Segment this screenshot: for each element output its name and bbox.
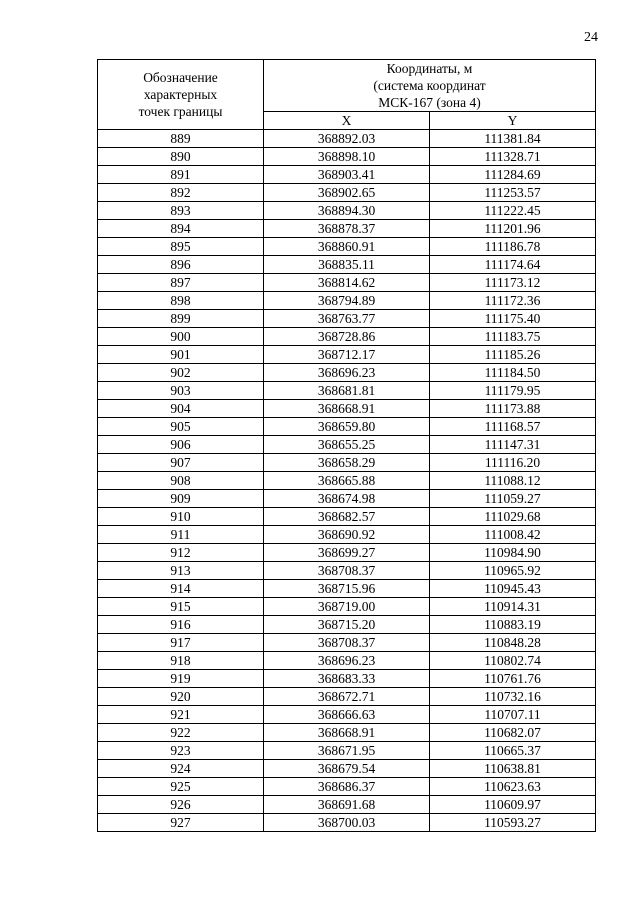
y-coordinate-cell: 110623.63 — [430, 778, 596, 796]
y-coordinate-cell: 111059.27 — [430, 490, 596, 508]
point-number-cell: 923 — [98, 742, 264, 760]
y-coordinate-cell: 110682.07 — [430, 724, 596, 742]
table-row — [98, 418, 596, 436]
point-header-line-3: точек границы — [138, 104, 223, 119]
coords-header-line-3: МСК-167 (зона 4) — [378, 95, 481, 110]
table-row — [98, 472, 596, 490]
header-row — [98, 60, 596, 112]
table-row — [98, 274, 596, 292]
table-row — [98, 454, 596, 472]
table-row — [98, 526, 596, 544]
x-coordinate-cell: 368658.29 — [264, 454, 430, 472]
point-number-cell: 901 — [98, 346, 264, 364]
y-coordinate-cell: 111381.84 — [430, 130, 596, 148]
x-coordinate-cell: 368691.68 — [264, 796, 430, 814]
x-coordinate-cell: 368683.33 — [264, 670, 430, 688]
table-row — [98, 778, 596, 796]
x-coordinate-cell: 368681.81 — [264, 382, 430, 400]
table-row — [98, 148, 596, 166]
x-coordinate-cell: 368814.62 — [264, 274, 430, 292]
point-number-cell: 911 — [98, 526, 264, 544]
point-header-line-2: характерных — [143, 87, 218, 102]
y-coordinate-cell: 110802.74 — [430, 652, 596, 670]
point-number-cell: 890 — [98, 148, 264, 166]
x-coordinate-cell: 368715.20 — [264, 616, 430, 634]
x-coordinate-cell: 368665.88 — [264, 472, 430, 490]
x-coordinate-cell: 368728.86 — [264, 328, 430, 346]
x-coordinate-cell: 368903.41 — [264, 166, 430, 184]
point-number-cell: 897 — [98, 274, 264, 292]
table-row — [98, 598, 596, 616]
table-row — [98, 544, 596, 562]
point-number-cell: 889 — [98, 130, 264, 148]
x-coordinate-cell: 368696.23 — [264, 652, 430, 670]
point-number-cell: 912 — [98, 544, 264, 562]
x-coordinate-cell: 368696.23 — [264, 364, 430, 382]
table-row — [98, 130, 596, 148]
point-number-cell: 905 — [98, 418, 264, 436]
y-coordinate-cell: 111173.12 — [430, 274, 596, 292]
x-coordinate-cell: 368668.91 — [264, 724, 430, 742]
point-number-cell: 892 — [98, 184, 264, 202]
y-coordinate-cell: 111029.68 — [430, 508, 596, 526]
table-row — [98, 814, 596, 832]
table-row — [98, 400, 596, 418]
x-coordinate-cell: 368860.91 — [264, 238, 430, 256]
point-number-cell: 893 — [98, 202, 264, 220]
table-header — [98, 60, 596, 130]
x-coordinate-cell: 368715.96 — [264, 580, 430, 598]
coords-header-line-2: (система координат — [373, 78, 486, 93]
point-number-cell: 902 — [98, 364, 264, 382]
x-coordinate-cell: 368708.37 — [264, 634, 430, 652]
y-coordinate-cell: 111183.75 — [430, 328, 596, 346]
y-coordinate-cell: 111179.95 — [430, 382, 596, 400]
point-number-cell: 895 — [98, 238, 264, 256]
y-coordinate-cell: 110732.16 — [430, 688, 596, 706]
table-row — [98, 760, 596, 778]
page-number: 24 — [584, 30, 598, 45]
x-coordinate-cell: 368668.91 — [264, 400, 430, 418]
table-row — [98, 580, 596, 598]
y-coordinate-cell: 111172.36 — [430, 292, 596, 310]
table-row — [98, 706, 596, 724]
table-row — [98, 670, 596, 688]
x-coordinate-cell: 368690.92 — [264, 526, 430, 544]
y-coordinate-cell: 111147.31 — [430, 436, 596, 454]
x-coordinate-cell: 368794.89 — [264, 292, 430, 310]
table-row — [98, 220, 596, 238]
table-row — [98, 490, 596, 508]
point-column-header — [98, 60, 264, 130]
y-coordinate-cell: 111284.69 — [430, 166, 596, 184]
y-coordinate-cell: 110609.97 — [430, 796, 596, 814]
y-coordinate-cell: 111184.50 — [430, 364, 596, 382]
y-column-header: Y — [430, 112, 596, 130]
table-row — [98, 256, 596, 274]
table-row — [98, 562, 596, 580]
y-coordinate-cell: 110707.11 — [430, 706, 596, 724]
y-coordinate-cell: 110593.27 — [430, 814, 596, 832]
x-coordinate-cell: 368700.03 — [264, 814, 430, 832]
point-number-cell: 915 — [98, 598, 264, 616]
table-body — [98, 130, 596, 832]
y-coordinate-cell: 111116.20 — [430, 454, 596, 472]
point-number-cell: 898 — [98, 292, 264, 310]
table-row — [98, 508, 596, 526]
table-row — [98, 652, 596, 670]
y-coordinate-cell: 110914.31 — [430, 598, 596, 616]
point-number-cell: 922 — [98, 724, 264, 742]
y-coordinate-cell: 110965.92 — [430, 562, 596, 580]
coords-header-line-1: Координаты, м — [386, 61, 473, 76]
y-coordinate-cell: 110665.37 — [430, 742, 596, 760]
y-coordinate-cell: 110984.90 — [430, 544, 596, 562]
x-coordinate-cell: 368671.95 — [264, 742, 430, 760]
y-coordinate-cell: 110945.43 — [430, 580, 596, 598]
point-number-cell: 899 — [98, 310, 264, 328]
point-header-line-1: Обозначение — [143, 70, 218, 85]
y-coordinate-cell: 110638.81 — [430, 760, 596, 778]
point-number-cell: 916 — [98, 616, 264, 634]
table-row — [98, 292, 596, 310]
y-coordinate-cell: 111173.88 — [430, 400, 596, 418]
y-coordinate-cell: 111168.57 — [430, 418, 596, 436]
point-number-cell: 907 — [98, 454, 264, 472]
point-number-cell: 914 — [98, 580, 264, 598]
y-coordinate-cell: 111328.71 — [430, 148, 596, 166]
x-coordinate-cell: 368894.30 — [264, 202, 430, 220]
y-coordinate-cell: 110761.76 — [430, 670, 596, 688]
y-coordinate-cell: 111175.40 — [430, 310, 596, 328]
x-coordinate-cell: 368708.37 — [264, 562, 430, 580]
x-coordinate-cell: 368719.00 — [264, 598, 430, 616]
x-coordinate-cell: 368898.10 — [264, 148, 430, 166]
x-column-header: X — [264, 112, 430, 130]
point-number-cell: 919 — [98, 670, 264, 688]
table-row — [98, 742, 596, 760]
point-number-cell: 927 — [98, 814, 264, 832]
x-coordinate-cell: 368878.37 — [264, 220, 430, 238]
x-coordinate-cell: 368835.11 — [264, 256, 430, 274]
point-number-cell: 906 — [98, 436, 264, 454]
point-number-cell: 918 — [98, 652, 264, 670]
y-coordinate-cell: 111253.57 — [430, 184, 596, 202]
table-row — [98, 382, 596, 400]
table-row — [98, 238, 596, 256]
table-row — [98, 328, 596, 346]
point-number-cell: 913 — [98, 562, 264, 580]
y-coordinate-cell: 111088.12 — [430, 472, 596, 490]
point-number-cell: 904 — [98, 400, 264, 418]
point-number-cell: 910 — [98, 508, 264, 526]
x-coordinate-cell: 368699.27 — [264, 544, 430, 562]
table-row — [98, 310, 596, 328]
point-number-cell: 903 — [98, 382, 264, 400]
point-number-cell: 891 — [98, 166, 264, 184]
x-coordinate-cell: 368659.80 — [264, 418, 430, 436]
x-coordinate-cell: 368672.71 — [264, 688, 430, 706]
x-coordinate-cell: 368679.54 — [264, 760, 430, 778]
point-number-cell: 921 — [98, 706, 264, 724]
point-number-cell: 925 — [98, 778, 264, 796]
y-coordinate-cell: 110883.19 — [430, 616, 596, 634]
table-row — [98, 166, 596, 184]
x-coordinate-cell: 368892.03 — [264, 130, 430, 148]
y-coordinate-cell: 111222.45 — [430, 202, 596, 220]
y-coordinate-cell: 111185.26 — [430, 346, 596, 364]
table-row — [98, 184, 596, 202]
table-row — [98, 688, 596, 706]
table-row — [98, 796, 596, 814]
y-coordinate-cell: 111186.78 — [430, 238, 596, 256]
x-coordinate-cell: 368682.57 — [264, 508, 430, 526]
point-number-cell: 926 — [98, 796, 264, 814]
x-coordinate-cell: 368712.17 — [264, 346, 430, 364]
table-row — [98, 616, 596, 634]
x-coordinate-cell: 368763.77 — [264, 310, 430, 328]
x-coordinate-cell: 368666.63 — [264, 706, 430, 724]
y-coordinate-cell: 111201.96 — [430, 220, 596, 238]
table-row — [98, 346, 596, 364]
point-number-cell: 894 — [98, 220, 264, 238]
x-coordinate-cell: 368902.65 — [264, 184, 430, 202]
y-coordinate-cell: 110848.28 — [430, 634, 596, 652]
table-row — [98, 634, 596, 652]
x-coordinate-cell: 368655.25 — [264, 436, 430, 454]
table-row — [98, 724, 596, 742]
point-number-cell: 917 — [98, 634, 264, 652]
point-number-cell: 920 — [98, 688, 264, 706]
point-number-cell: 908 — [98, 472, 264, 490]
y-coordinate-cell: 111174.64 — [430, 256, 596, 274]
table-row — [98, 202, 596, 220]
point-number-cell: 896 — [98, 256, 264, 274]
point-number-cell: 924 — [98, 760, 264, 778]
point-number-cell: 900 — [98, 328, 264, 346]
coordinates-column-header — [264, 60, 596, 112]
x-coordinate-cell: 368686.37 — [264, 778, 430, 796]
x-coordinate-cell: 368674.98 — [264, 490, 430, 508]
y-coordinate-cell: 111008.42 — [430, 526, 596, 544]
table-row — [98, 436, 596, 454]
point-number-cell: 909 — [98, 490, 264, 508]
table-row — [98, 364, 596, 382]
coordinates-table — [97, 59, 596, 832]
